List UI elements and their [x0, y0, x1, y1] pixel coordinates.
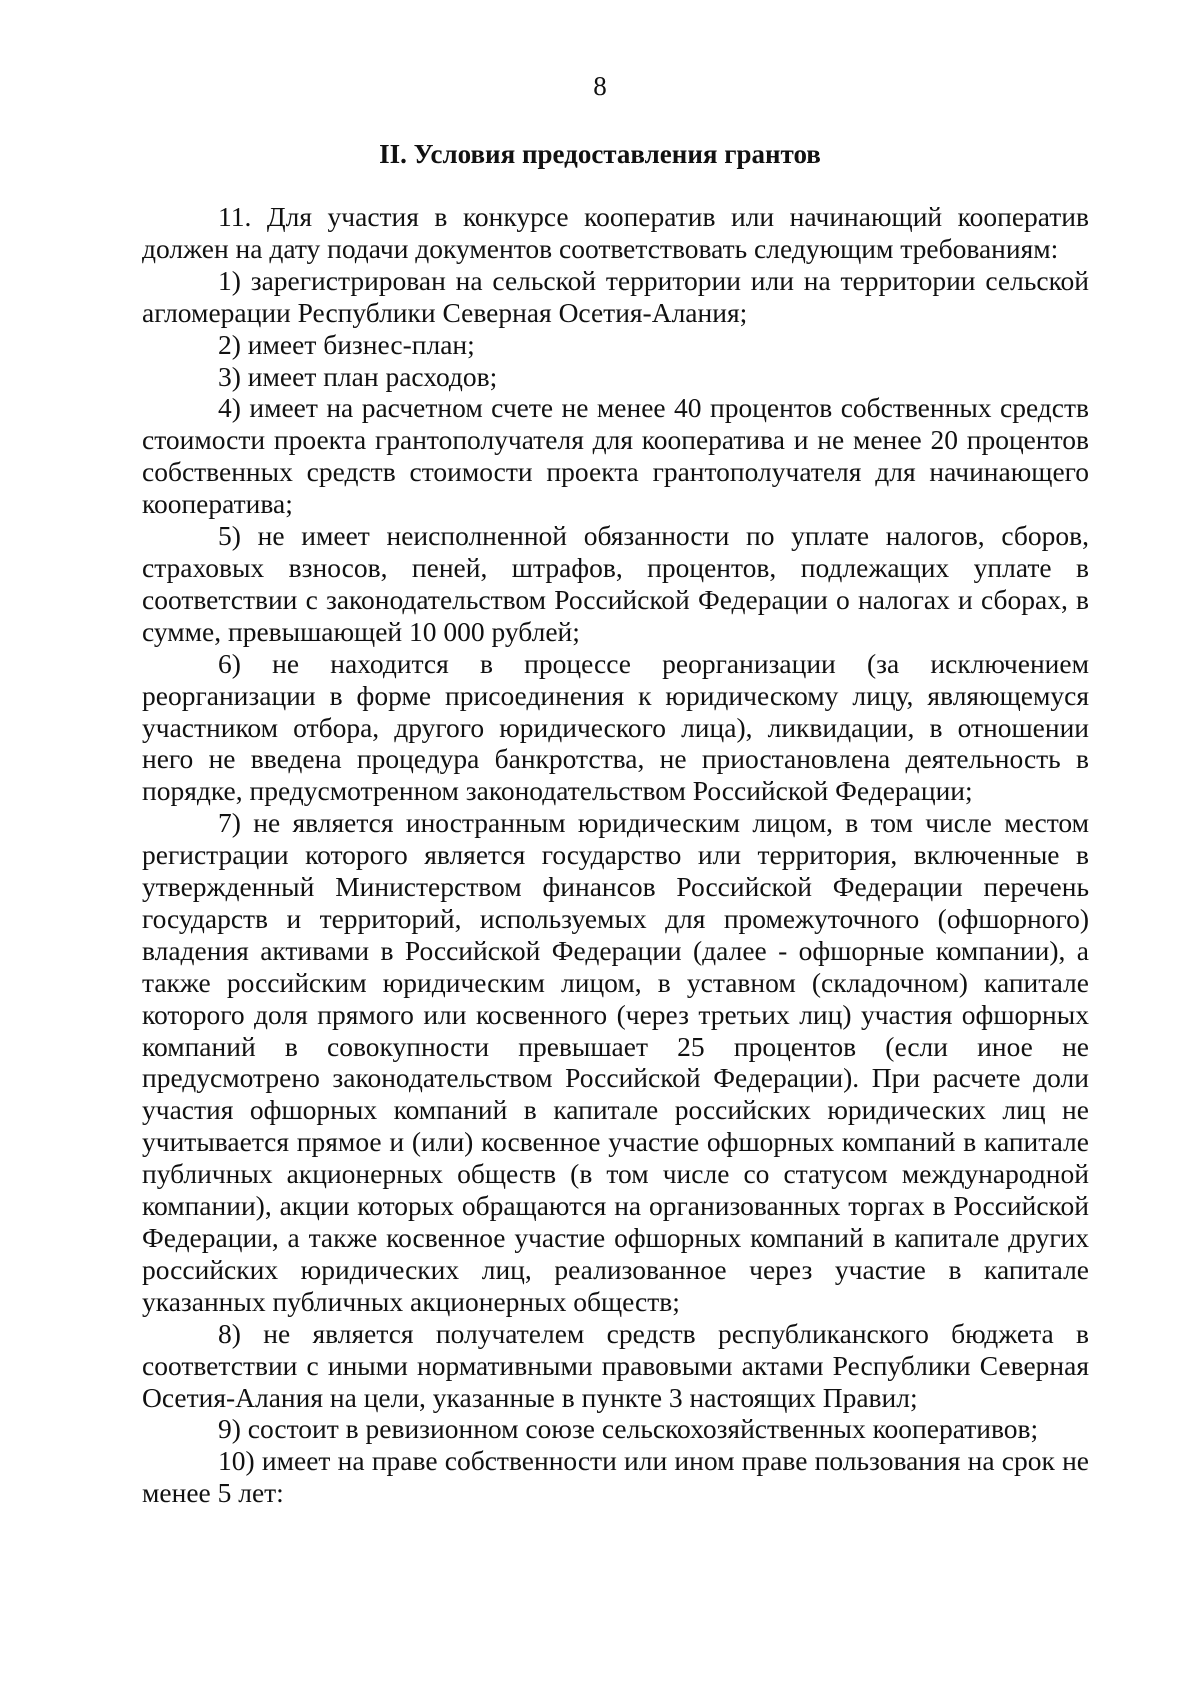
requirement-3: 3) имеет план расходов;: [218, 360, 498, 392]
requirement-4: 4) имеет на расчетном счете не менее 40 процентов собственных средств стоимости проекта грантополучателя для кооператива и не менее 20 процентов собственных средств стоимости проекта грантополучателя для начинающего кооператива;: [142, 392, 1089, 520]
requirement-2: 2) имеет бизнес-план;: [218, 328, 475, 360]
requirement-8: 8) не является получателем средств республиканского бюджета в соответствии с иными нормативными правовыми актами Республики Северная Осетия-Алания на цели, указанные в пункте 3 настоящих Правил;: [142, 1317, 1089, 1413]
requirement-5: 5) не имеет неисполненной обязанности по уплате налогов, сборов, страховых взносов, пеней, штрафов, процентов, подлежащих уплате в соответствии с законодательством Российской Федерации о налогах и сборах, в сумме, превышающей 10 000 рублей;: [142, 520, 1089, 647]
requirement-7: 7) не является иностранным юридическим лицом, в том числе местом регистрации которого является государство или территория, включенные в утвержденный Министерством финансов Российской Федерации перечень государств и территорий, используемых для промежуточного (офшорного) владения активами в Российской Федерации (далее - офшорные компании), а также российским юридическим лицом, в уставном (складочном) капитале которого доля прямого или косвенного (через третьих лиц) участия офшорных компаний в совокупности превышает 25 процентов (если иное не предусмотрено законодательством Российской Федерации). При расчете доли участия офшорных компаний в капитале российских юридических лиц не учитывается прямое и (или) косвенное участие офшорных компаний в капитале публичных акционерных обществ (в том числе со статусом международной компании), акции которых обращаются на организованных торгах в Российской Федерации, а также косвенное участие офшорных компаний в капитале других российских юридических лиц, реализованное через участие в капитале указанных публичных акционерных обществ;: [142, 807, 1089, 1317]
section-title: II. Условия предоставления грантов: [379, 139, 821, 169]
document-body: [142, 201, 1089, 1509]
requirement-1: 1) зарегистрирован на сельской территории или на территории сельской агломерации Республики Северная Осетия-Алания;: [142, 264, 1089, 328]
page-number: 8: [593, 71, 607, 101]
paragraph-11-intro: 11. Для участия в конкурсе кооператив или начинающий кооператив должен на дату подачи документов соответствовать следующим требованиям:: [142, 201, 1089, 264]
requirement-10: 10) имеет на праве собственности или ином праве пользования на срок не менее 5 лет:: [142, 1445, 1089, 1509]
requirement-9: 9) состоит в ревизионном союзе сельскохозяйственных кооперативов;: [218, 1413, 1039, 1445]
requirement-6: 6) не находится в процессе реорганизации (за исключением реорганизации в форме присоединения к юридическому лицу, являющемуся участником отбора, другого юридического лица), ликвидации, в отношении него не введена процедура банкротства, не приостановлена деятельность в порядке, предусмотренном законодательством Российской Федерации;: [142, 647, 1089, 807]
